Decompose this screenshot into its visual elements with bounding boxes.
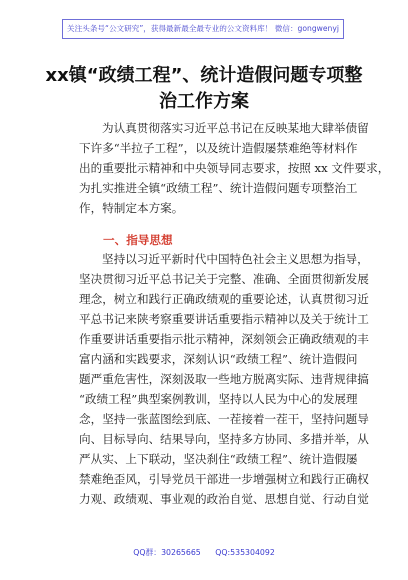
body-line: 坚决贯彻习近平总书记关于完整、准确、全面贯彻新发展 xyxy=(79,272,369,286)
body-line: 念，坚持一张蓝图绘到底、一茬接着一茬干，坚持问题导 xyxy=(79,412,369,426)
intro-line: 下许多“半拉子工程”，以及统计造假屡禁难绝等材料作 xyxy=(79,141,358,155)
footer-contact xyxy=(0,547,408,558)
intro-line: 出的重要批示精神和中央领导同志要求，按照 xx 文件要求， xyxy=(79,161,390,175)
body-line: 作重要讲话重要指示批示精神，深刻领会正确政绩观的丰 xyxy=(79,332,369,346)
body-line: “政绩工程”典型案例教训，坚持以人民为中心的发展理 xyxy=(79,392,358,406)
body-line: 严从实、上下联动，坚决刹住“政绩工程”、统计造假屡 xyxy=(79,452,358,466)
title-line-1: xx镇“政绩工程”、统计造假问题专项整 xyxy=(45,65,363,86)
body-line: 平总书记来陕考察重要讲话重要指示精神以及关于统计工 xyxy=(79,312,369,326)
intro-line: 为扎实推进全镇“政绩工程”、统计造假问题专项整治工 xyxy=(79,181,358,195)
section-heading-guiding-ideology: 一、指导思想 xyxy=(103,233,173,247)
body-line: 富内涵和实践要求，深刻认识“政绩工程”、统计造假问 xyxy=(79,352,358,366)
body-line: 理念，树立和践行正确政绩观的重要论述，认真贯彻习近 xyxy=(79,292,369,306)
guiding-ideology-paragraph xyxy=(79,249,369,509)
body-line: 向、目标导向、结果导向，坚持多方协同、多措并举，从 xyxy=(79,432,369,446)
promo-banner: 关注头条号“公文研究”，获得最新最全最专业的公文资料库！ 微信：gongwenyj xyxy=(62,19,344,39)
body-line: 题严重危害性，深刻汲取一些地方脱离实际、违背规律搞 xyxy=(79,372,369,386)
body-line: 坚持以习近平新时代中国特色社会主义思想为指导， xyxy=(102,252,369,266)
footer-qq-group: QQ群：30265665 xyxy=(133,548,201,557)
intro-line: 为认真贯彻落实习近平总书记在反映某地大肆举债留 xyxy=(102,121,369,135)
title-line-2: 治工作方案 xyxy=(159,91,249,112)
document-title xyxy=(40,63,368,115)
footer-qq-number: QQ:535304092 xyxy=(215,548,275,557)
intro-line: 作，特制定本方案。 xyxy=(79,201,184,215)
intro-paragraph xyxy=(79,118,390,218)
body-line: 禁难绝歪风，引导党员干部进一步增强树立和践行正确权 xyxy=(79,472,369,486)
body-line: 力观、政绩观、事业观的政治自觉、思想自觉、行动自觉 xyxy=(79,492,369,506)
